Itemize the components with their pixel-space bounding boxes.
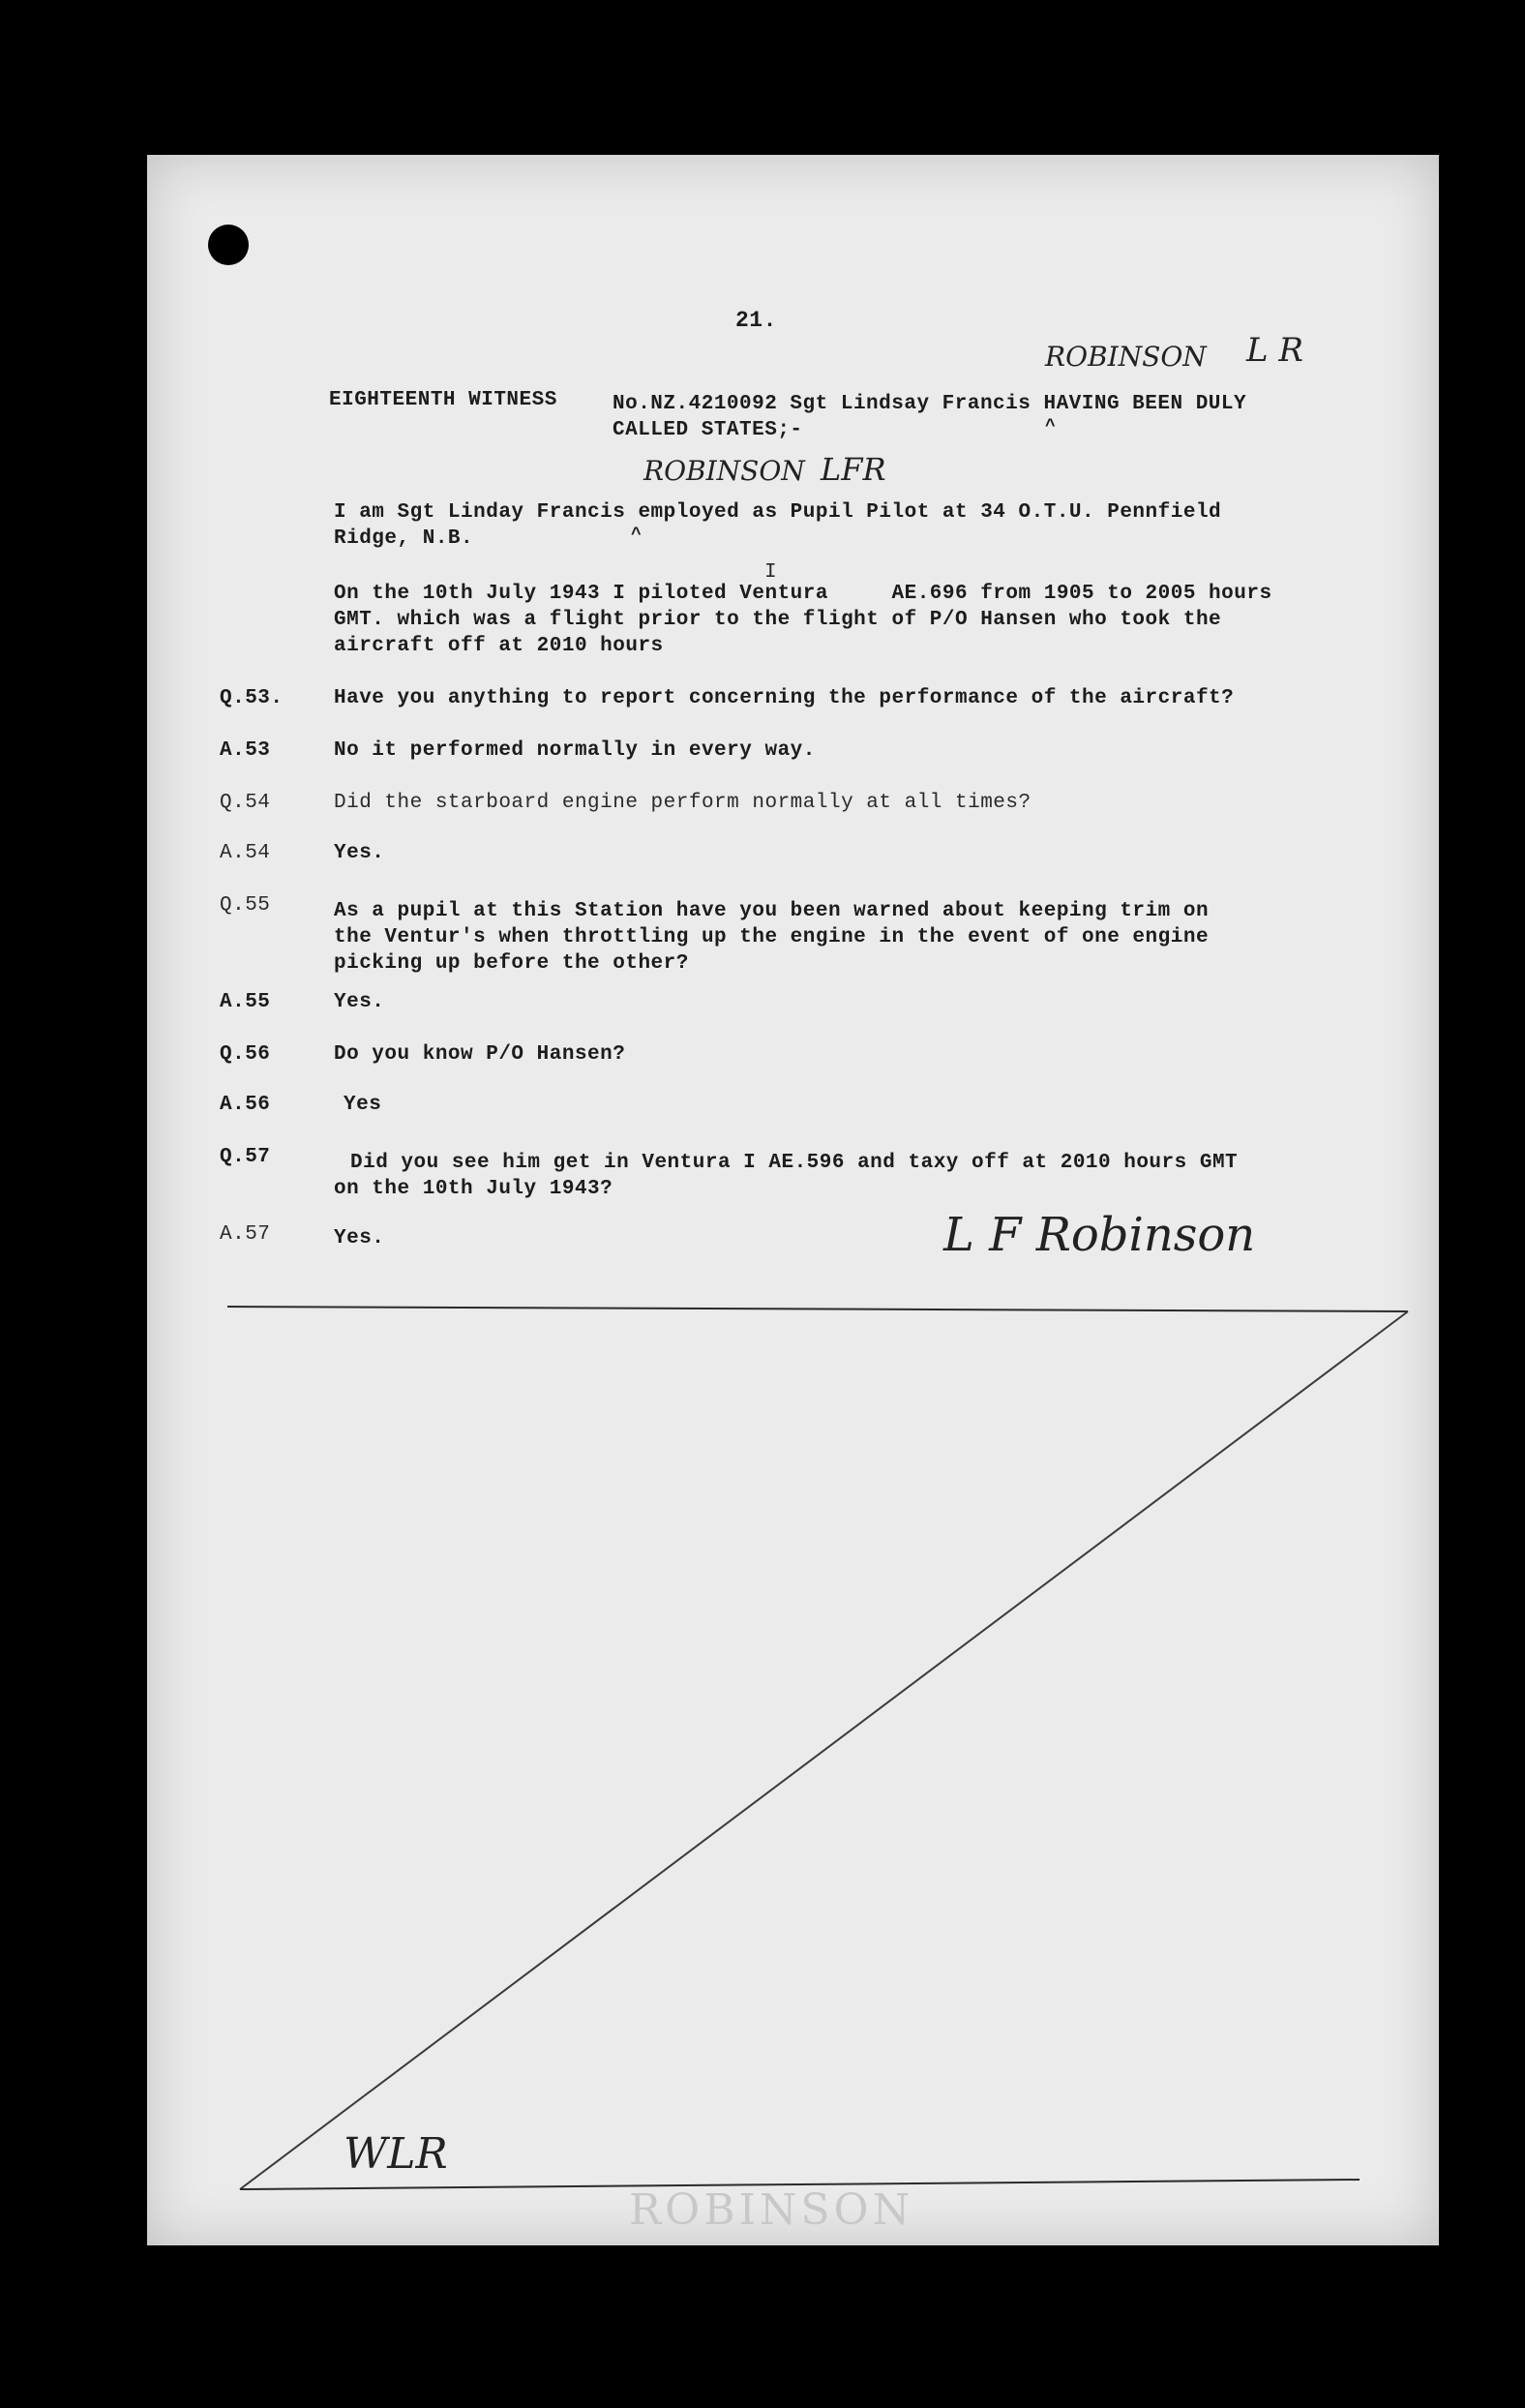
qa-text: on the 10th July 1943?	[334, 1178, 613, 1200]
handwritten-surname-top: ROBINSON	[1045, 341, 1207, 373]
qa-ref: A.53	[220, 739, 271, 762]
qa-ref: Q.57	[220, 1146, 271, 1168]
handwritten-initials-top: L R	[1246, 331, 1303, 370]
statement-line: aircraft off at 2010 hours	[334, 635, 664, 657]
qa-text: Did you see him get in Ventura I AE.596 and taxy off at 2010 hours GMT	[350, 1152, 1239, 1174]
qa-ref: Q.56	[220, 1043, 271, 1066]
caret-mark: ^	[1045, 417, 1057, 436]
horizontal-rule-top	[227, 1307, 1408, 1311]
qa-text: Yes	[344, 1094, 382, 1116]
diagonal-strike	[240, 1311, 1408, 2189]
qa-text: Have you anything to report concerning the performance of the aircraft?	[334, 687, 1235, 709]
qa-ref: A.55	[220, 991, 271, 1013]
statement-line: Ridge, N.B.	[334, 527, 474, 550]
qa-ref: A.57	[220, 1223, 271, 1246]
signature: L F Robinson	[943, 1208, 1256, 1262]
qa-text: Yes.	[334, 1227, 385, 1249]
witness-heading-line2: CALLED STATES;-	[613, 419, 803, 441]
qa-text: Did the starboard engine perform normally at all times?	[334, 792, 1032, 814]
qa-text: Yes.	[334, 842, 385, 864]
qa-ref: Q.53.	[220, 687, 284, 709]
page-number: 21.	[735, 308, 777, 333]
faint-stamp: ROBINSON	[629, 2185, 914, 2235]
handwritten-initials-bottom: WLR	[344, 2129, 448, 2179]
typed-insert-roman-one: I	[764, 561, 778, 584]
statement-line: On the 10th July 1943 I piloted Ventura AE.696 from 1905 to 2005 hours	[334, 583, 1272, 605]
qa-ref: A.56	[220, 1094, 271, 1116]
qa-text: Yes.	[334, 991, 385, 1013]
statement-line: GMT. which was a flight prior to the flight of P/O Hansen who took the	[334, 609, 1222, 631]
qa-text: the Ventur's when throttling up the engine in the event of one engine	[334, 926, 1210, 948]
statement-line: I am Sgt Linday Francis employed as Pupil Pilot at 34 O.T.U. Pennfield	[334, 501, 1222, 524]
qa-text: No it performed normally in every way.	[334, 739, 816, 762]
witness-label: EIGHTEENTH WITNESS	[329, 389, 557, 411]
qa-ref: A.54	[220, 842, 271, 864]
caret-mark: ^	[631, 526, 643, 545]
qa-ref: Q.55	[220, 894, 271, 917]
handwritten-surname-insert: ROBINSON	[643, 455, 805, 487]
witness-heading-line1: No.NZ.4210092 Sgt Lindsay Francis HAVING BEEN DULY	[613, 393, 1247, 415]
qa-text: Do you know P/O Hansen?	[334, 1043, 626, 1066]
qa-ref: Q.54	[220, 792, 271, 814]
handwritten-initials-insert: LFR	[821, 451, 886, 488]
qa-text: As a pupil at this Station have you been warned about keeping trim on	[334, 900, 1210, 922]
qa-text: picking up before the other?	[334, 952, 689, 975]
